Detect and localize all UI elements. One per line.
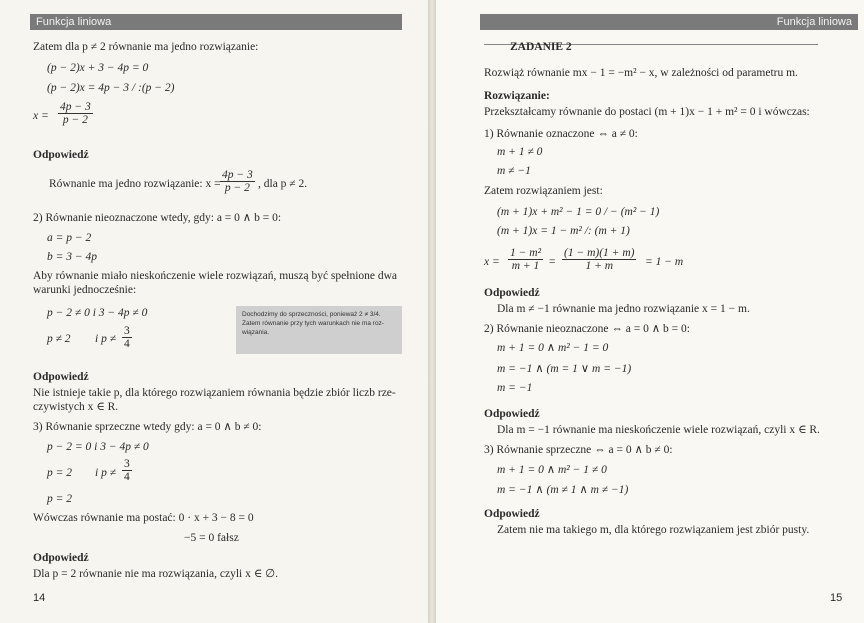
equation: x = bbox=[484, 256, 500, 268]
equation: m = −1 bbox=[497, 382, 533, 394]
numerator: (1 − m)(1 + m) bbox=[564, 247, 635, 259]
line: Aby równanie miało nieskończenie wiele rozwiązań, muszą być spełnione dwa bbox=[33, 270, 398, 282]
equation: m + 1 = 0 ∧ m² − 1 = 0 bbox=[497, 342, 609, 354]
note-line: Zatem równanie przy tych warunkach nie ma roz- bbox=[242, 320, 384, 327]
equation: (m + 1)x + m² − 1 = 0 / − (m² − 1) bbox=[497, 206, 660, 218]
fraction bbox=[562, 247, 636, 272]
equation: p − 2 = 0 i 3 − 4p ≠ 0 bbox=[47, 441, 149, 453]
case-heading: 1) Równanie oznaczone ⇔ a ≠ 0: bbox=[484, 128, 638, 140]
answer-text: Dla p = 2 równanie nie ma rozwiązania, czyli x ∈ ∅. bbox=[33, 568, 279, 580]
denominator: p − 2 bbox=[62, 114, 88, 126]
equation: m = −1 ∧ (m = 1 ∨ m = −1) bbox=[497, 363, 632, 375]
equation: a = p − 2 bbox=[47, 232, 92, 244]
right-header: Funkcja liniowa bbox=[480, 14, 858, 30]
denominator: m + 1 bbox=[511, 260, 540, 272]
denominator: 1 + m bbox=[585, 260, 614, 272]
equation: (m + 1)x = 1 − m² /: (m + 1) bbox=[497, 225, 630, 237]
numerator: 4p − 3 bbox=[222, 169, 253, 181]
denominator: 4 bbox=[124, 471, 130, 483]
fraction bbox=[122, 325, 132, 350]
equation: = bbox=[549, 256, 556, 268]
line: warunki jednocześnie: bbox=[33, 284, 137, 296]
line: Wówczas równanie ma postać: 0 · x + 3 − 8 = 0 bbox=[33, 512, 254, 524]
denominator: 4 bbox=[124, 338, 130, 350]
numerator: 4p − 3 bbox=[60, 101, 91, 113]
answer-text: czywistych x ∈ R. bbox=[33, 401, 119, 413]
page-number: 14 bbox=[33, 592, 46, 604]
solution-heading: Rozwiązanie: bbox=[484, 90, 550, 102]
answer-text: Dla m = −1 równanie ma nieskończenie wiele rozwiązań, czyli x ∈ R. bbox=[497, 424, 820, 436]
equation: = 1 − m bbox=[645, 256, 684, 268]
equation: p − 2 ≠ 0 i 3 − 4p ≠ 0 bbox=[47, 307, 148, 319]
equation: i p ≠ bbox=[95, 333, 117, 345]
line: Zatem dla p ≠ 2 równanie ma jedno rozwiązanie: bbox=[33, 41, 259, 53]
case-heading: 3) Równanie sprzeczne wtedy gdy: a = 0 ∧ b ≠ 0: bbox=[33, 421, 262, 433]
denominator: p − 2 bbox=[224, 182, 250, 194]
case-heading: 3) Równanie sprzeczne ⇔ a = 0 ∧ b ≠ 0: bbox=[484, 444, 673, 456]
line: Zatem rozwiązaniem jest: bbox=[484, 185, 603, 197]
book-gutter bbox=[428, 0, 436, 623]
fraction bbox=[220, 169, 255, 194]
side-note bbox=[236, 306, 402, 354]
answer-text: , dla p ≠ 2. bbox=[258, 178, 308, 190]
fraction bbox=[508, 247, 543, 272]
numerator: 3 bbox=[124, 458, 130, 470]
answer-text: Dla m ≠ −1 równanie ma jedno rozwiązanie x = 1 − m. bbox=[497, 303, 750, 315]
equation: p ≠ 2 bbox=[47, 333, 71, 345]
equation: m ≠ −1 bbox=[497, 165, 531, 177]
case-heading: 2) Równanie nieoznaczone wtedy, gdy: a = 0 ∧ b = 0: bbox=[33, 212, 282, 224]
equation: m + 1 = 0 ∧ m² − 1 ≠ 0 bbox=[497, 464, 607, 476]
case-heading: 2) Równanie nieoznaczone ⇔ a = 0 ∧ b = 0: bbox=[484, 323, 690, 335]
equation: x = bbox=[33, 110, 49, 122]
left-page bbox=[0, 0, 428, 623]
fraction bbox=[58, 101, 93, 126]
line: Rozwiąż równanie mx − 1 = −m² − x, w zależności od parametru m. bbox=[484, 67, 798, 79]
note-line: wiązania. bbox=[242, 329, 270, 336]
equation: p = 2 bbox=[47, 467, 73, 479]
answer-heading: Odpowiedź bbox=[33, 149, 89, 161]
line: Przekształcamy równanie do postaci (m + 1)x − 1 + m² = 0 i wówczas: bbox=[484, 106, 810, 118]
note-line: Dochodzimy do sprzeczności, ponieważ 2 ≠ 3/4. bbox=[242, 311, 381, 318]
answer-heading: Odpowiedź bbox=[33, 371, 89, 383]
answer-text: Równanie ma jedno rozwiązanie: x = bbox=[49, 178, 221, 190]
left-header: Funkcja liniowa bbox=[30, 14, 402, 30]
equation: p = 2 bbox=[47, 493, 73, 505]
answer-heading: Odpowiedź bbox=[484, 287, 540, 299]
equation: m = −1 ∧ (m ≠ 1 ∧ m ≠ −1) bbox=[497, 484, 629, 496]
equation: (p − 2)x = 4p − 3 / :(p − 2) bbox=[47, 82, 175, 94]
fraction bbox=[122, 458, 132, 483]
answer-text: Nie istnieje takie p, dla którego rozwiązaniem równania będzie zbiór liczb rze- bbox=[33, 387, 396, 399]
answer-heading: Odpowiedź bbox=[484, 508, 540, 520]
exercise-title: ZADANIE 2 bbox=[510, 41, 572, 53]
equation: b = 3 − 4p bbox=[47, 251, 98, 263]
numerator: 3 bbox=[124, 325, 130, 337]
equation: (p − 2)x + 3 − 4p = 0 bbox=[47, 62, 149, 74]
answer-heading: Odpowiedź bbox=[484, 408, 540, 420]
equation: i p ≠ bbox=[95, 467, 117, 479]
answer-heading: Odpowiedź bbox=[33, 552, 89, 564]
equation: m + 1 ≠ 0 bbox=[497, 146, 543, 158]
page-number: 15 bbox=[830, 592, 843, 604]
answer-text: Zatem nie ma takiego m, dla którego rozwiązaniem jest zbiór pusty. bbox=[497, 524, 810, 536]
numerator: 1 − m² bbox=[510, 247, 542, 259]
equation: −5 = 0 fałsz bbox=[184, 532, 239, 544]
